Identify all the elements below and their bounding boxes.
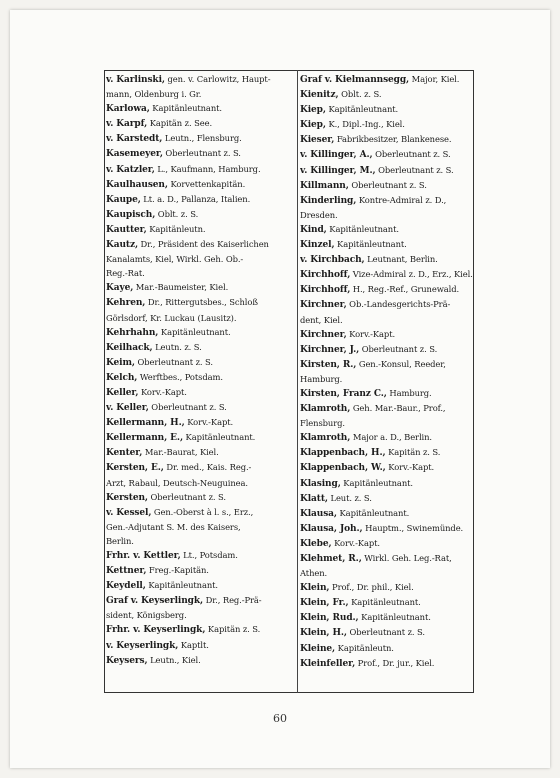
entry-details: Gen.-Oberst à l. s., Erz., (151, 506, 254, 517)
directory-entry (106, 505, 296, 548)
entry-name: Kirchner, (300, 300, 347, 311)
directory-entry (300, 132, 474, 147)
directory-entry (300, 430, 474, 445)
entry-details: Major a. D., Berlin. (350, 432, 432, 443)
directory-entry (300, 282, 474, 297)
entry-details: Dr., Rittergutsbes., Schloß (145, 297, 258, 308)
directory-entry (106, 370, 296, 385)
directory-entry (106, 653, 296, 668)
entry-details: Oberleutnant z. S. (346, 627, 425, 638)
directory-entry (106, 325, 296, 340)
directory-entry (300, 87, 474, 102)
directory-entry (300, 252, 474, 267)
directory-entry (106, 146, 296, 161)
directory-entry (106, 295, 296, 324)
entry-name: Klein, (300, 583, 330, 594)
entry-details: Korv.-Kapt. (385, 462, 435, 473)
entry-details: Oberleutnant z. S. (147, 491, 226, 502)
entry-details: Korv.-Kapt. (346, 328, 396, 339)
entry-name: Kaupisch, (106, 209, 156, 220)
entry-details: Lt., Potsdam. (180, 550, 238, 560)
entry-continuation: Hamburg. (300, 373, 343, 384)
entry-details: Kapitänleutnant. (358, 612, 431, 623)
entry-name: Killmann, (300, 180, 349, 191)
entry-name: Kirchner, J., (300, 344, 360, 355)
directory-entry (300, 641, 474, 656)
entry-name: v. Kessel, (106, 507, 152, 518)
entry-name: Keilhack, (106, 342, 153, 353)
entry-details: Leutn., Flensburg. (162, 133, 242, 144)
column-divider (297, 70, 298, 693)
entry-name: Klappenbach, H., (300, 448, 386, 459)
directory-entry (106, 162, 296, 177)
entry-name: Kinderling, (300, 195, 357, 206)
directory-entry (300, 521, 474, 536)
entry-details: Kapitänleutnant. (158, 326, 231, 337)
directory-entry (106, 222, 296, 237)
entry-continuation: Berlin. (106, 535, 134, 546)
entry-name: Keysers, (106, 655, 148, 666)
entry-details: Oberleutnant z. S. (148, 402, 227, 413)
directory-entry (106, 207, 296, 222)
entry-details: Leutn., Kiel. (147, 654, 201, 665)
directory-entry (300, 178, 474, 193)
entry-continuation: sident, Königsberg. (106, 610, 187, 621)
entry-details: Fabrikbesitzer, Blankenese. (334, 134, 452, 145)
directory-entry (300, 237, 474, 252)
entry-details: Oberleutnant z. S. (372, 149, 451, 160)
entry-details: Dr., Reg.-Prä- (203, 595, 262, 606)
directory-entry (300, 580, 474, 595)
directory-entry (106, 177, 296, 192)
entry-name: Kautter, (106, 224, 147, 235)
entry-details: Oblt. z. S. (338, 89, 382, 100)
entry-name: Kautz, (106, 240, 138, 251)
entry-details: Korv.-Kapt. (138, 386, 187, 397)
entry-continuation: Reg.-Rat. (106, 268, 145, 279)
entry-details: Kapitänleutnant. (145, 580, 218, 591)
entry-details: Kontre-Admiral z. D., (356, 194, 447, 205)
entry-name: Kaupe, (106, 194, 141, 205)
directory-entry (300, 401, 474, 430)
entry-name: Kenter, (106, 448, 143, 459)
entry-details: Kapitänleutnant. (334, 239, 407, 250)
directory-entry (300, 445, 474, 460)
directory-entry (106, 622, 296, 637)
entry-details: Oberleutnant z. S. (134, 356, 213, 367)
entry-details: Korv.-Kapt. (184, 417, 234, 428)
directory-entry (106, 563, 296, 578)
directory-entry (106, 340, 296, 355)
entry-details: Werftbes., Potsdam. (137, 371, 223, 382)
entry-name: v. Katzler, (106, 164, 155, 175)
directory-entry (106, 72, 296, 101)
entry-name: Kaulhausen, (106, 179, 168, 190)
entry-continuation: Görlsdorf, Kr. Luckau (Lausitz). (106, 312, 237, 323)
directory-entry (300, 102, 474, 117)
entry-details: Dr. med., Kais. Reg.- (163, 462, 252, 473)
entry-details: Kapitänleutnant. (340, 477, 413, 488)
entry-name: Kind, (300, 224, 327, 235)
directory-entry (300, 117, 474, 132)
directory-entry (300, 357, 474, 386)
entry-details: Oberleutnant z. S. (375, 164, 454, 175)
page-number: 60 (273, 712, 287, 725)
entry-continuation: Arzt, Rabaul, Deutsch-Neuguinea. (106, 477, 248, 488)
entry-continuation: dent, Kiel. (300, 314, 343, 325)
entry-name: Kiep, (300, 105, 326, 116)
entry-details: Kapitänleutnant. (326, 223, 399, 234)
entry-name: Kiep, (300, 120, 326, 131)
directory-entry (300, 147, 474, 162)
entry-name: Frhr. v. Kettler, (106, 551, 181, 561)
entry-name: Kienitz, (300, 90, 339, 101)
entry-details: Ob.-Landesgerichts-Prä- (346, 299, 451, 310)
entry-continuation: Gen.-Adjutant S. M. des Kaisers, (106, 521, 241, 532)
entry-details: Kapitän z. See. (147, 118, 213, 129)
entry-name: Kasemeyer, (106, 149, 163, 160)
directory-entry (106, 578, 296, 593)
directory-entry (106, 131, 296, 146)
entry-details: gen. v. Carlowitz, Haupt- (164, 74, 271, 84)
directory-entry (106, 445, 296, 460)
entry-name: Kellermann, H., (106, 418, 185, 429)
directory-entry (300, 476, 474, 491)
entry-name: Klein, H., (300, 628, 347, 639)
entry-continuation: Dresden. (300, 209, 338, 220)
directory-entry (106, 593, 296, 622)
entry-details: H., Reg.-Ref., Grunewald. (350, 284, 460, 295)
entry-details: Gen.-Konsul, Reeder, (356, 358, 446, 369)
directory-entry (106, 280, 296, 295)
directory-entry (300, 595, 474, 610)
entry-name: Graf v. Keyserlingk, (106, 596, 204, 607)
right-column (300, 72, 474, 671)
directory-entry (106, 192, 296, 207)
directory-entry (106, 400, 296, 415)
entry-details: Vize-Admiral z. D., Erz., Kiel. (350, 269, 473, 280)
entry-name: v. Killinger, A., (300, 150, 373, 161)
entry-name: Frhr. v. Keyserlingk, (106, 625, 206, 636)
entry-name: Kehrhahn, (106, 327, 159, 338)
entry-details: Leutnant, Berlin. (364, 254, 438, 265)
entry-details: Prof., Dr. phil., Kiel. (329, 582, 414, 593)
directory-entry (300, 386, 474, 401)
entry-name: Klein, Rud., (300, 613, 359, 624)
directory-entry (300, 222, 474, 237)
entry-name: Keller, (106, 387, 139, 398)
directory-entry (300, 460, 474, 475)
entry-name: Kirchhoff, (300, 285, 351, 296)
directory-entry (300, 610, 474, 625)
left-column (106, 72, 296, 668)
directory-entry (106, 460, 296, 489)
entry-continuation: Athen. (300, 568, 328, 579)
entry-name: Kleine, (300, 643, 336, 654)
directory-entry (300, 267, 474, 282)
directory-entry (300, 72, 474, 87)
entry-details: Leut. z. S. (327, 492, 372, 503)
entry-details: Prof., Dr. jur., Kiel. (355, 657, 435, 668)
entry-name: Klamroth, (300, 433, 351, 444)
entry-details: Lt. a. D., Pallanza, Italien. (140, 193, 251, 204)
entry-details: Mar.-Baurat, Kiel. (142, 447, 219, 458)
directory-entry (106, 385, 296, 400)
directory-entry (106, 116, 296, 131)
entry-name: Kersten, E., (106, 463, 164, 474)
directory-entry (300, 342, 474, 357)
entry-details: Kapitänleutnant. (183, 432, 256, 443)
entry-details: Geh. Mar.-Baur., Prof., (350, 403, 446, 414)
entry-name: v. Killinger, M., (300, 165, 376, 176)
directory-entry (300, 656, 474, 671)
entry-name: Klasing, (300, 478, 341, 489)
directory-entry (300, 297, 474, 326)
directory-entry (106, 415, 296, 430)
entry-name: Kaye, (106, 283, 134, 294)
entry-name: Klausa, (300, 508, 337, 519)
entry-details: Kaptlt. (178, 639, 209, 650)
directory-entry (300, 163, 474, 178)
entry-details: Kapitänleutn. (335, 642, 394, 653)
directory-entry (300, 625, 474, 640)
entry-details: Oberleutnant z. S. (162, 148, 241, 159)
entry-continuation: mann, Oldenburg i. Gr. (106, 89, 202, 100)
entry-name: Kirsten, R., (300, 359, 357, 370)
entry-details: L., Kaufmann, Hamburg. (154, 163, 261, 174)
entry-name: Keim, (106, 357, 135, 368)
entry-name: Klausa, Joh., (300, 523, 363, 534)
entry-name: v. Keller, (106, 403, 149, 414)
entry-name: Karlowa, (106, 104, 150, 115)
entry-name: v. Kirchbach, (300, 255, 365, 266)
directory-entry (106, 355, 296, 370)
entry-name: Kinzel, (300, 240, 335, 251)
entry-name: Keydell, (106, 581, 146, 592)
entry-details: Kapitän z. S. (205, 624, 261, 635)
entry-name: Kelch, (106, 372, 138, 383)
entry-details: Freg.-Kapitän. (146, 565, 209, 576)
entry-continuation: Flensburg. (300, 418, 345, 429)
entry-name: Graf v. Kielmannsegg, (300, 75, 410, 85)
directory-entry (300, 536, 474, 551)
directory-entry (300, 327, 474, 342)
entry-name: Klappenbach, W., (300, 463, 386, 474)
entry-details: Wirkl. Geh. Leg.-Rat, (361, 553, 452, 563)
entry-details: K., Dipl.-Ing., Kiel. (325, 119, 405, 130)
entry-details: Oblt. z. S. (155, 208, 199, 219)
directory-entry (106, 430, 296, 445)
directory-entry (300, 551, 474, 580)
entry-details: Leutn. z. S. (152, 341, 202, 352)
entry-details: Kapitänleutn. (146, 223, 206, 234)
entry-name: Klamroth, (300, 404, 351, 415)
directory-entry (106, 101, 296, 116)
directory-entry (106, 548, 296, 563)
entry-continuation: Kanalamts, Kiel, Wirkl. Geh. Ob.- (106, 254, 244, 265)
entry-details: Kapitänleutnant. (336, 507, 410, 518)
entry-details: Korv.-Kapt. (331, 537, 380, 548)
entry-details: Major, Kiel. (409, 74, 460, 84)
entry-details: Kapitänleutnant. (149, 103, 222, 114)
entry-name: Kleinfeller, (300, 658, 356, 669)
entry-details: Korvettenkapitän. (167, 178, 246, 189)
entry-name: Klein, Fr., (300, 598, 349, 609)
entry-name: Klehmet, R., (300, 554, 362, 564)
directory-entry (106, 237, 296, 280)
entry-name: Kellermann, E., (106, 433, 183, 444)
entry-name: v. Karlinski, (106, 75, 165, 85)
entry-name: Kirsten, Franz C., (300, 388, 387, 399)
entry-details: Hamburg. (386, 387, 432, 398)
entry-name: Kehren, (106, 298, 146, 309)
entry-name: Klebe, (300, 538, 332, 549)
entry-details: Oberleutnant z. S. (348, 179, 427, 190)
entry-name: Kirchhoff, (300, 270, 351, 281)
entry-name: Kettner, (106, 566, 147, 577)
entry-name: v. Karstedt, (106, 134, 163, 145)
directory-entry (300, 491, 474, 506)
entry-name: Klatt, (300, 493, 328, 504)
directory-entry (300, 193, 474, 222)
entry-details: Kapitänleutnant. (325, 104, 399, 115)
entry-details: Dr., Präsident des Kaiserlichen (138, 239, 269, 250)
entry-details: Hauptm., Swinemünde. (362, 522, 464, 533)
directory-entry (300, 506, 474, 521)
entry-name: v. Keyserlingk, (106, 640, 179, 651)
entry-details: Kapitän z. S. (385, 447, 441, 458)
entry-name: Kirchner, (300, 329, 347, 340)
entry-name: Kersten, (106, 492, 148, 503)
directory-entry (106, 638, 296, 653)
entry-name: Kieser, (300, 135, 335, 146)
entry-name: v. Karpf, (106, 119, 148, 130)
entry-details: Oberleutnant z. S. (359, 343, 438, 354)
entry-details: Mar.-Baumeister, Kiel. (133, 282, 229, 293)
entry-details: Kapitänleutnant. (348, 597, 421, 608)
directory-entry (106, 490, 296, 505)
